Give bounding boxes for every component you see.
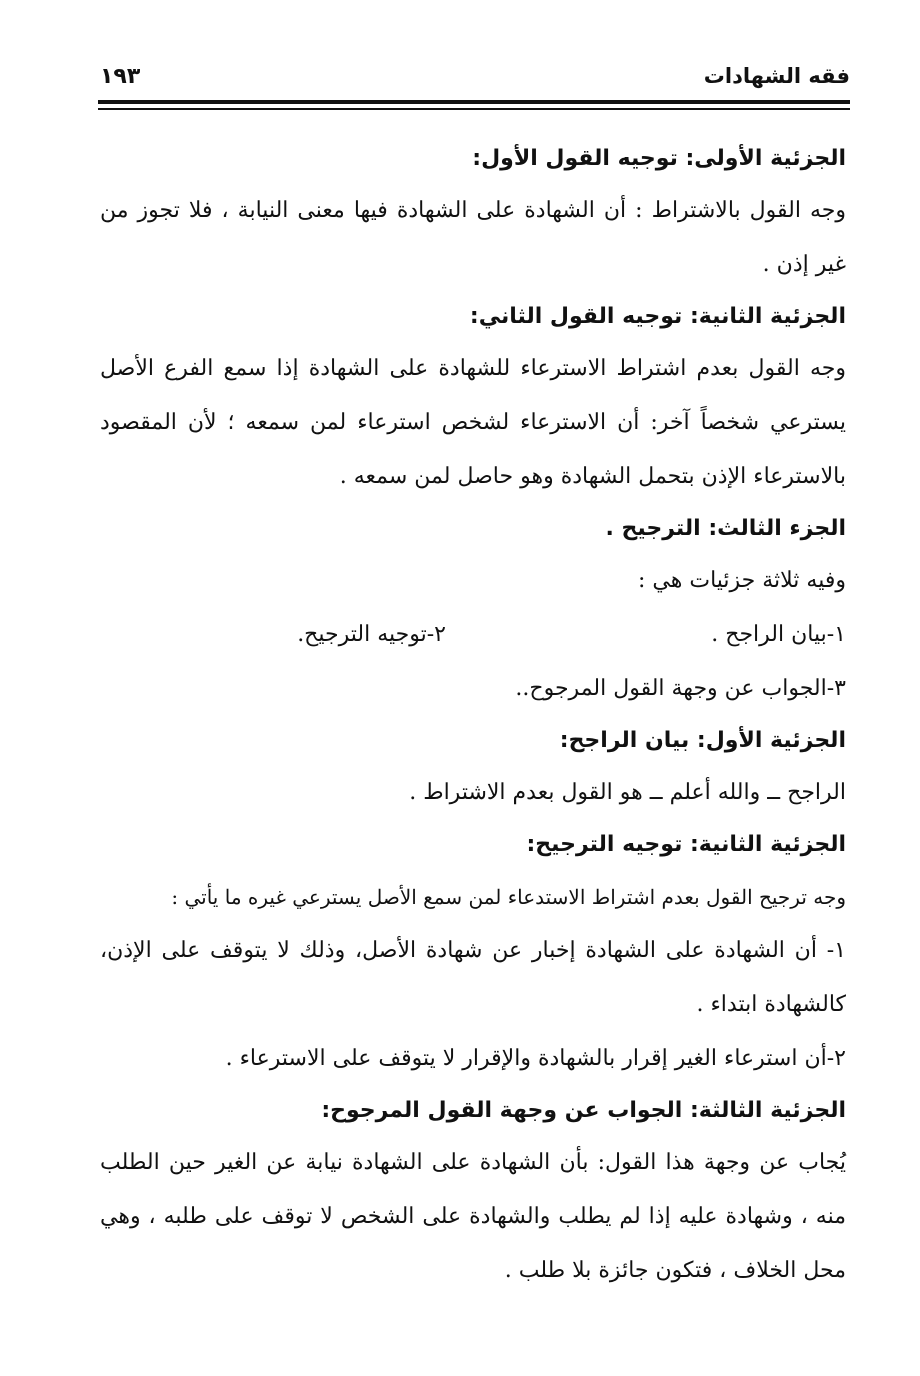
paragraph: وجه القول بالاشتراط : أن الشهادة على الشهادة فيها معنى النيابة ، فلا تجوز من غير إذن . xyxy=(100,198,846,277)
list-item: ١-بيان الراجح . xyxy=(711,622,846,647)
list-item: ٢-توجيه الترجيح. xyxy=(297,622,446,647)
section-heading: الجزئية الثالثة: الجواب عن وجهة القول المرجوح: xyxy=(321,1098,846,1123)
header-rule-thick xyxy=(98,100,850,104)
section-heading: الجزئية الأولى: توجيه القول الأول: xyxy=(472,146,846,171)
section-heading: الجزئية الثانية: توجيه القول الثاني: xyxy=(469,304,846,329)
paragraph: الراجح ــ والله أعلم ــ هو القول بعدم الاشتراط . xyxy=(409,780,846,805)
section-heading: الجزئية الثانية: توجيه الترجيح: xyxy=(526,832,846,857)
paragraph: يُجاب عن وجهة هذا القول: بأن الشهادة على الشهادة نيابة عن الغير حين الطلب منه ، وشهادة عليه إذا لم يطلب والشهادة على الشخص لا توقف على طلبه ، وهي محل الخلاف ، فتكون جائزة بلا طلب . xyxy=(100,1150,846,1283)
paragraph: ٢-أن استرعاء الغير إقرار بالشهادة والإقرار لا يتوقف على الاسترعاء . xyxy=(225,1046,846,1071)
list-item: ٣-الجواب عن وجهة القول المرجوح.. xyxy=(515,676,846,701)
running-title: فقه الشهادات xyxy=(703,64,850,88)
paragraph: وجه القول بعدم اشتراط الاسترعاء للشهادة على الشهادة إذا سمع الفرع الأصل يسترعي شخصاً آخر: أن الاسترعاء لشخص استرعاء لمن سمعه ؛ لأن المقصود بالاسترعاء الإذن بتحمل الشهادة وهو حاصل لمن سمعه . xyxy=(100,356,846,489)
section-heading: الجزئية الأول: بيان الراجح: xyxy=(559,728,846,753)
list-intro: وفيه ثلاثة جزئيات هي : xyxy=(638,568,846,593)
list-row xyxy=(100,608,846,662)
page-number: ١٩٣ xyxy=(100,64,141,89)
body-text xyxy=(100,134,846,1298)
header-rule-thin xyxy=(98,108,850,110)
section-heading: الجزء الثالث: الترجيح . xyxy=(605,516,846,541)
running-header xyxy=(98,62,850,96)
paragraph: ١- أن الشهادة على الشهادة إخبار عن شهادة الأصل، وذلك لا يتوقف على الإذن، كالشهادة ابتداء . xyxy=(100,938,846,1017)
paragraph: وجه ترجيح القول بعدم اشتراط الاستدعاء لمن سمع الأصل يسترعي غيره ما يأتي : xyxy=(171,885,846,909)
